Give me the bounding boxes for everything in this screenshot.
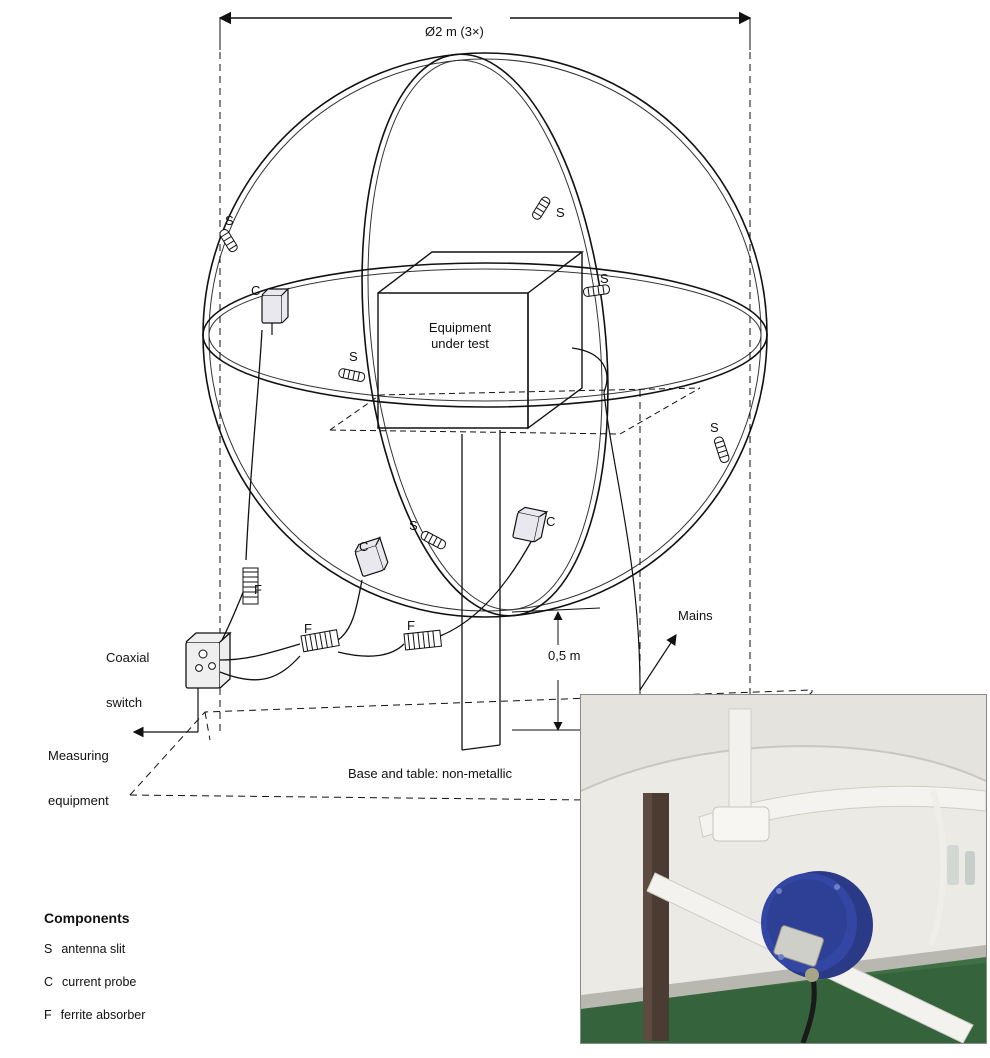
ferrite-marker-vertical: F [254,582,262,597]
ferrite-marker-left: F [304,621,312,636]
ferrite-absorbers [243,568,441,652]
top-dimension-line [220,18,750,50]
slit-marker-far-right: S [710,420,719,435]
eut-label-line1: Equipment [428,320,492,335]
legend-item-slit [44,942,145,957]
legend-text-s: antenna slit [61,942,126,956]
legend-key-f: F [44,1008,52,1022]
measuring-equipment-line2: equipment [48,793,109,808]
eut-label-line2: under test [431,336,489,351]
legend-text-f: ferrite absorber [60,1008,146,1022]
slit-marker-upper-right: S [556,205,565,220]
antenna-slits [218,196,730,551]
coaxial-switch-label [106,620,149,740]
base-note-label: Base and table: non-metallic [348,766,513,781]
slit-marker-right: S [600,271,609,286]
probe-marker-lower-left: C [359,539,369,554]
components-legend [44,910,145,1023]
mains-label: Mains [678,608,713,623]
probe-marker-upper-left: C [251,283,261,298]
probe-marker-lower-right: C [546,514,556,529]
slit-marker-upper-left: S [225,213,234,228]
legend-key-c: C [44,975,54,989]
photo-content [581,695,986,1043]
coaxial-switch-label-line2: switch [106,695,143,710]
mains-arrow [640,635,676,690]
coaxial-switch-label-line1: Coaxial [106,650,150,665]
diameter-dimension-label: Ø2 m (3×) [425,24,484,39]
measuring-equipment-line1: Measuring [48,748,109,763]
legend-text-c: current probe [62,975,137,989]
legend-heading: Components [44,910,130,926]
slit-marker-mid-left: S [349,349,358,364]
eut-label [400,320,520,352]
legend-item-probe [44,975,145,990]
ferrite-marker-right: F [407,618,415,633]
legend-item-ferrite [44,1008,145,1023]
measuring-equipment-label [48,718,109,838]
current-probe-photo [580,694,987,1044]
height-dimension-label: 0,5 m [548,648,581,663]
legend-key-s: S [44,942,53,956]
slit-marker-lower-mid: S [409,518,418,533]
